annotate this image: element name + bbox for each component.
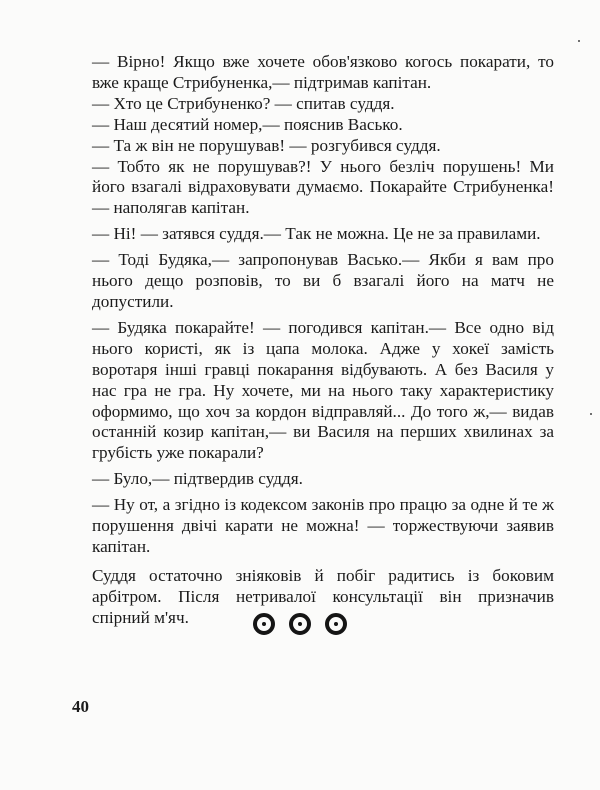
scan-speck bbox=[590, 413, 592, 415]
page-number: 40 bbox=[72, 697, 89, 716]
section-divider bbox=[0, 613, 600, 635]
ring-ornament-icon bbox=[289, 613, 311, 635]
paragraph: — Ну от, а згідно із кодексом законів про працю за одне й те ж порушення двічі карати не можна! — торжествуючи заявив капітан. bbox=[92, 495, 554, 556]
paragraph: Суддя остаточно зніяковів й побіг радитись із боковим арбітром. Після нетривалої консультації він призначив спірний м'яч. bbox=[92, 565, 554, 627]
scan-speck bbox=[578, 40, 580, 42]
paragraph: — Тоді Будяка,— запропонував Васько.— Якби я вам про нього дещо розповів, то ви б взагалі його на матч не допустили. bbox=[92, 250, 554, 311]
paragraph: — Ні! — затявся суддя.— Так не можна. Це не за правилами. bbox=[92, 224, 541, 244]
ring-ornament-icon bbox=[253, 613, 275, 635]
paragraph: — Тобто як не порушував?! У нього безліч порушень! Ми його взагалі відраховувати думаємо. Покарайте Стрибуненка! — наполягав капітан. bbox=[92, 156, 554, 218]
paragraph: — Хто це Стрибуненко? — спитав суддя. bbox=[92, 93, 395, 113]
paragraph: — Та ж він не порушував! — розгубився суддя. bbox=[92, 135, 441, 155]
paragraph: — Вірно! Якщо вже хочете обов'язково когось покарати, то вже краще Стрибуненка,— підтримав капітан. bbox=[92, 52, 554, 92]
ring-ornament-icon bbox=[325, 613, 347, 635]
paragraph: — Будяка покарайте! — погодився капітан.— Все одно від нього користі, як із цапа молока. Адже у хокеї замість воротаря інші гравці покарання відбувають. А без Василя у нас гра не гра. Ну хочете, ми на нього таку характеристику оформимо, що хоч за кордон відправляй... До того ж,— видав останній козир капітан,— ви Василя на перших хвилинах за грубість уже покарали? bbox=[92, 317, 554, 463]
paragraph: — Було,— підтвердив суддя. bbox=[92, 469, 303, 489]
body-text bbox=[92, 52, 554, 629]
paragraph: — Наш десятий номер,— пояснив Васько. bbox=[92, 114, 403, 134]
